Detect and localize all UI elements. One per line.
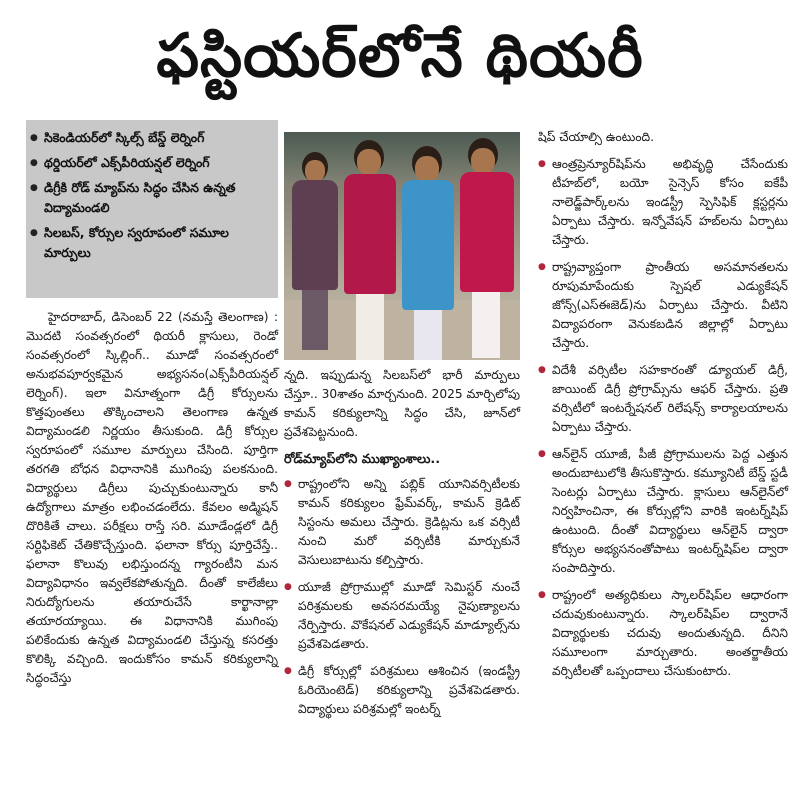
roadmap-point: ● ఆంత్రప్రెన్యూర్‌షిప్‌ను అభివృద్ధి చేసేందుకు టీహబ్‌లో, బయో సైన్సెస్ కోసం ఐకేపీ నాలెడ్జ్‌పార్క్‌లను ఇండస్ట్రీ స్పెసిఫిక్ క్లస్టర్లను ఏర్పాటు చేస్తారు. ఇన్నోవేషన్ హబ్‌లను ఏర్పాటు చేస్తారు.	[538, 155, 788, 250]
highlight-item: ● సికెండియర్‌లో స్కిల్స్ బేస్డ్ లెర్నింగ్	[30, 128, 272, 148]
roadmap-point: ● యూజీ ప్రోగ్రాముల్లో మూడో సెమిస్టర్ నుంచే పరిశ్రమలకు అవసరమయ్యే నైపుణ్యాలను నేర్పిస్తారు. వొకేషనల్ ఎడ్యుకేషన్ మాడ్యూల్స్‌ను ప్రవేశపెడతారు.	[284, 578, 520, 654]
highlight-item: ● డిగ్రీకి రోడ్ మ్యాప్‌ను సిద్ధం చేసిన ఉన్నత విద్యామండలి	[30, 178, 272, 218]
article-paragraph: హైదరాబాద్, డిసెంబర్ 22 (నమస్తే తెలంగాణ) : మొదటి సంవత్సరంలో థియరీ క్లాసులు, రెండో సంవత్సరంలో స్కిల్లింగ్.. మూడో సంవత్సరంలో అనుభవపూర్వకమైన అభ్యసనం(ఎక్స్‌పీరియన్షల్ లెర్నింగ్). ఇలా వినూత్నంగా డిగ్రీ కోర్సులను కొత్తపుంతలు తొక్కించాలని తెలంగాణ ఉన్నత విద్యామండలి నిర్ణయం తీసుకుంది. డిగ్రీ కోర్సుల స్వరూపంలో సమూల మార్పులు చేసింది. పూర్తిగా తరగతి బోధన విధానానికి ముగింపు పలకనుంది. విద్యార్థులు డిగ్రీలు పుచ్చుకుంటున్నారు కానీ ఉద్యోగాలు మాత్రం లభించడంలేదు. కేవలం అడ్మిషన్ దొరికితే చాలు. పరీక్షలు రాస్తే సరి. మూడేండ్లలో డిగ్రీ సర్టిఫికెట్ చేతికొచ్చేస్తుంది. ఫలానా కోర్సు పూర్తిచేస్తే.. ఫలానా కొలువు లభిస్తుందన్న గ్యారంటీని మన విద్యావిధానం ఇవ్వలేకపోతున్నది. దీంతో కాలేజీలు నిరుద్యోగులను తయారుచేసే కార్ఖానాల్లా తయారయ్యాయి. ఈ విధానానికి ముగింపు పలికేందుకు ఉన్నత విద్యామండలి చేస్తున్న కసరత్తు కొలిక్కి వచ్చింది. ఇందుకోసం కామన్ కరిక్యులాన్ని సిద్ధంచేస్తు	[26, 310, 278, 685]
roadmap-point: ● రాష్ట్రంలోని అన్ని పబ్లిక్ యూనివర్సిటీలకు కామన్ కరిక్యులం ఫ్రేమ్‌వర్క్, కామన్ క్రెడిట్ సిస్టంను అమలు చేస్తారు. క్రెడిట్లను ఒక వర్సిటీ నుంచి మరో వర్సిటీకి మార్చుకునే వెసులుబాటును కల్పిస్తారు.	[284, 475, 520, 570]
highlight-item: ● సిలబస్, కోర్సుల స్వరూపంలో సమూల మార్పులు	[30, 223, 272, 263]
roadmap-point: ● రాష్ట్రంలో అత్యధికులు స్కాలర్‌షిప్‌ల ఆధారంగా చదువుకుంటున్నారు. స్కాలర్‌షిప్‌ల ద్వారానే విద్యార్థులకు చదువు అందుతున్నది. దీనిని సమూలంగా మార్చుతారు. అంతర్జాతీయ వర్సిటీలతో ఒప్పందాలు చేసుకుంటారు.	[538, 586, 788, 681]
roadmap-point: ● డిగ్రీ కోర్సుల్లో పరిశ్రమలు ఆశించిన (ఇండస్ట్రీ ఓరియెంటెడ్) కరిక్యులాన్ని ప్రవేశపెడతారు. విద్యార్థులు పరిశ్రమల్లో ఇంటర్న్	[284, 662, 520, 719]
roadmap-heading: రోడ్‌మ్యాప్‌లోని ముఖ్యాంశాలు..	[284, 452, 441, 467]
article-paragraph: షిప్ చేయాల్సి ఉంటుంది.	[538, 130, 655, 144]
article-column-2	[284, 366, 520, 727]
article-column-1	[26, 308, 278, 688]
roadmap-point: ● రాష్ట్రవ్యాప్తంగా ప్రాంతీయ అసమానతలను రూపుమాపేందుకు స్పెషల్ ఎడ్యుకేషన్ జోన్స్(ఎస్ఈజెడ్)ను ఏర్పాటు చేస్తారు. వీటిని విద్యాపరంగా వెనుకబడిన జిల్లాల్లో ఏర్పాటు చేస్తారు.	[538, 258, 788, 353]
headline: ఫస్టియర్‌లోనే థియరీ	[156, 21, 644, 91]
roadmap-point: ● విదేశీ వర్సిటీల సహకారంతో డ్యూయల్ డిగ్రీ, జాయింట్ డిగ్రీ ప్రోగ్రామ్స్‌ను ఆఫర్ చేస్తారు. ప్రతి వర్సిటీలో ఇంటర్నేషనల్ రిలేషన్స్ కార్యాలయాలను ఏర్పాటు చేస్తారు.	[538, 361, 788, 437]
students-photo	[284, 132, 520, 360]
article-column-3	[538, 128, 788, 689]
highlight-item: ● థర్డియర్‌లో ఎక్స్‌పీరియన్షల్ లెర్నింగ్	[30, 153, 272, 173]
highlights-box	[26, 120, 278, 298]
roadmap-point: ● ఆన్‌లైన్ యూజీ, పీజీ ప్రోగ్రాములను పెద్ద ఎత్తున అందుబాటులోకి తీసుకొస్తారు. కమ్యూనిటీ బేస్డ్ స్టడీ సెంటర్లు ఏర్పాటు చేస్తారు. క్లాసులు ఆన్‌లైన్‌లో నిర్వహించినా, ఈ కోర్సుల్లోని వారికి ఇంటర్న్‌షిప్ ఉంటుంది. దీంతో విద్యార్థులు ఆన్‌లైన్ ద్వారా కోర్సుల అభ్యసనంతోపాటు ఇంటర్న్‌షిప్‌ల ద్వారా సంపాదిస్తారు.	[538, 445, 788, 578]
article-paragraph: న్నది. ఇప్పుడున్న సిలబస్‌లో భారీ మార్పులు చేస్తూ.. 30శాతం మార్చనుంది. 2025 మార్చిలోపు కామన్ కరిక్యులాన్ని సిద్ధం చేసి, జూన్‌లో ప్రవేశపెట్టనుంది.	[284, 368, 520, 439]
